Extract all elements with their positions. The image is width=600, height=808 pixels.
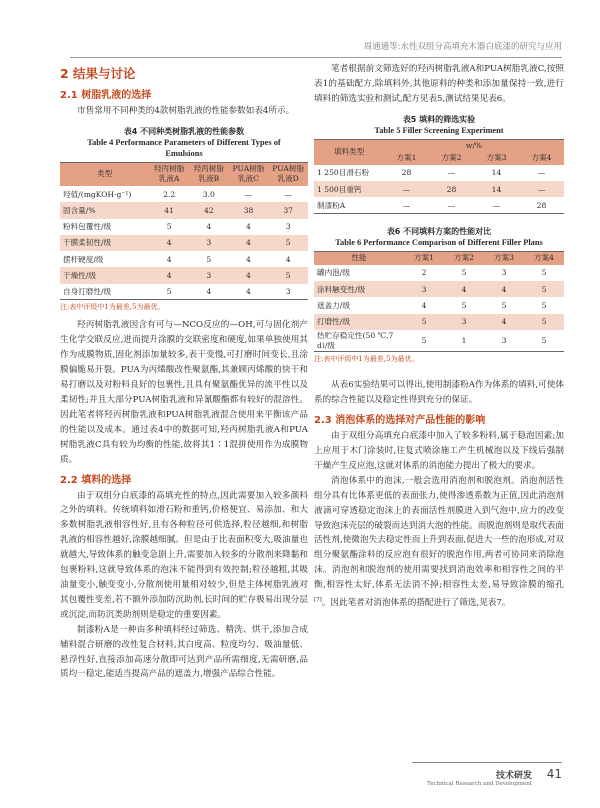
table-cell: 14 bbox=[491, 168, 502, 178]
table-cell: 14 bbox=[474, 181, 519, 197]
table-cell: 5 bbox=[461, 268, 467, 278]
table-cell: — bbox=[244, 189, 253, 199]
table6-caption-en: Table 6 Performance Comparison of Different Filler Plans bbox=[335, 238, 543, 248]
paragraph: 由于双组分高填充白底漆中加入了较多粉料,属于稳泡因素;加上应用于木门涂装时,往复式喷涂施工产生机械泡以及下线后强制干燥产生反应泡,这就对体系的消泡能力提出了极大的要求。 bbox=[314, 431, 564, 471]
paragraph: 制漆粉A是一种由多种填料经过筛选、精洗、烘干,添加合成辅料混合研磨的改性复合材料,其白度高、粒度均匀、吸油量低、悬浮性好,直接添加高速分散即可达到产品所需细度,无需研磨,品质均一稳定,能适当提高产品的遮盖力,增强产品综合性能。 bbox=[60, 624, 308, 680]
table-cell: 5 bbox=[149, 284, 189, 300]
table4 bbox=[60, 162, 308, 301]
table-header: 方案1 bbox=[404, 252, 444, 265]
table-cell: 粉料包覆性/级 bbox=[63, 222, 112, 232]
table-cell: 4 bbox=[229, 235, 269, 251]
table-cell: 4 bbox=[229, 267, 269, 283]
table-cell: 28 bbox=[519, 197, 564, 213]
table-cell: 自身打磨性/级 bbox=[60, 284, 149, 300]
table-cell: 28 bbox=[429, 181, 474, 197]
table-header: 方案4 bbox=[524, 252, 564, 265]
subsection-heading-2-2: 2.2 填料的选择 bbox=[60, 474, 132, 486]
table-row bbox=[314, 297, 564, 313]
table-cell: 3 bbox=[268, 284, 308, 300]
table-cell: 罐内泡/级 bbox=[317, 268, 350, 278]
table-cell: 41 bbox=[149, 202, 189, 218]
left-column bbox=[60, 62, 308, 682]
right-column bbox=[314, 62, 564, 611]
table-cell: 5 bbox=[404, 314, 444, 330]
table-cell: 5 bbox=[541, 300, 547, 310]
running-header: 周通通等:水性双组分高填充木器白底漆的研究与应用 bbox=[363, 42, 562, 52]
table-cell: 4 bbox=[189, 284, 229, 300]
table4-caption-cn: 表4 不同种类树脂乳液的性能参数 bbox=[123, 126, 245, 136]
table-header: 填料类型 bbox=[314, 139, 384, 165]
table-header: 方案2 bbox=[429, 152, 474, 165]
table-cell: 3 bbox=[189, 235, 229, 251]
table-cell: 5 bbox=[404, 330, 444, 352]
table-cell: 4 bbox=[484, 314, 524, 330]
table-cell: 4 bbox=[149, 235, 189, 251]
table-header: PUA树脂乳液D bbox=[268, 162, 308, 186]
paragraph-text: 消泡体系中的泡沫,一般会选用消泡剂和脱泡剂。消泡剂活性组分具有比体系更低的表面张力,使得渗透系数为正值,因此消泡剂液滴可穿透稳定泡沫上的表面活性剂膜进入到气泡中,应力的改变导致泡沫壳层的破裂而达到消大泡的性能。而脱泡剂则是取代表面活性剂,使微泡失去稳定性而上升到表面,促进大一些的泡形成,对双组分聚氨酯涂料的反应泡有很好的脱泡作用,两者可协同来消除泡沫。消泡剂和脱泡剂的使用需要找到消泡效率和相容性之间的平衡,相容性太好,体系无法消不掉;相容性太差,易导致涂膜的缩孔 bbox=[314, 475, 564, 591]
table-row bbox=[314, 330, 564, 352]
table-cell: 3 bbox=[484, 330, 524, 352]
page-number: 41 bbox=[546, 767, 562, 781]
table-cell: 打磨性/级 bbox=[314, 314, 404, 330]
table-cell: 涂料触变性/级 bbox=[314, 281, 404, 297]
subsection-heading-2-3: 2.3 消泡体系的选择对产品性能的影响 bbox=[314, 415, 486, 427]
footer-rule bbox=[412, 762, 562, 763]
table-row bbox=[60, 235, 308, 251]
table5-caption-en: Table 5 Filler Screening Experiment bbox=[374, 125, 504, 135]
table-cell: — bbox=[284, 189, 292, 199]
table-cell: 5 bbox=[524, 330, 564, 352]
table5 bbox=[314, 139, 564, 214]
table-cell: 5 bbox=[166, 222, 172, 232]
citation-ref: [7] bbox=[314, 597, 322, 604]
table-cell: 5 bbox=[268, 235, 308, 251]
table-row bbox=[314, 314, 564, 330]
table-cell: 5 bbox=[541, 268, 547, 278]
table-cell: 4 bbox=[246, 222, 251, 232]
table-header: 羟丙树脂乳液B bbox=[189, 162, 229, 186]
table-cell: 1 500目重钙 bbox=[314, 181, 384, 197]
table-cell: 3 bbox=[189, 267, 229, 283]
table-header: 方案4 bbox=[519, 152, 564, 165]
table-cell: 4 bbox=[285, 254, 291, 264]
table6-caption-cn: 表6 不同填料方案的性能对比 bbox=[386, 227, 492, 237]
table-row bbox=[314, 197, 564, 213]
table-cell: 5 bbox=[501, 300, 507, 310]
table-cell: 4 bbox=[149, 267, 189, 283]
table-header: 类型 bbox=[60, 162, 149, 186]
table-row bbox=[60, 202, 308, 218]
table-cell: 3 bbox=[444, 314, 484, 330]
table-cell: 3.0 bbox=[202, 189, 215, 199]
table-cell: 3 bbox=[501, 268, 507, 278]
table-cell: 4 bbox=[484, 281, 524, 297]
table-cell: 37 bbox=[268, 202, 308, 218]
table-row bbox=[60, 186, 308, 202]
table-cell: 热贮存稳定性(50 ℃,7 d)/级 bbox=[314, 330, 404, 352]
journal-name: 技术研发 bbox=[495, 771, 532, 781]
table-row bbox=[314, 165, 564, 181]
table-cell: 5 bbox=[524, 314, 564, 330]
table-cell: 5 bbox=[524, 281, 564, 297]
table-cell: — bbox=[447, 168, 456, 178]
table-header: 方案3 bbox=[484, 252, 524, 265]
table-header: 方案2 bbox=[444, 252, 484, 265]
table-cell: 1 bbox=[444, 330, 484, 352]
table6-note: 注:表中评级中1为最差,5为最优。 bbox=[314, 355, 419, 364]
table-cell: 2.2 bbox=[163, 189, 176, 199]
table-cell: 4 bbox=[444, 281, 484, 297]
table-cell: 3 bbox=[404, 281, 444, 297]
table-cell: 固含量/% bbox=[60, 202, 149, 218]
table-cell: — bbox=[519, 181, 564, 197]
table-cell: 遮盖力/级 bbox=[317, 300, 350, 310]
table-cell: 38 bbox=[229, 202, 269, 218]
table-cell: 干燥性/级 bbox=[60, 267, 149, 283]
table-cell: — bbox=[384, 181, 429, 197]
table6 bbox=[314, 251, 564, 352]
table-unit-header: w/% bbox=[384, 139, 564, 152]
table-cell: 42 bbox=[189, 202, 229, 218]
table-header: 方案1 bbox=[384, 152, 429, 165]
table-row bbox=[314, 265, 564, 281]
paragraph: 市售常用不同种类的4款树脂乳液的性能参数如表4所示。 bbox=[77, 106, 295, 116]
paragraph bbox=[314, 474, 564, 611]
paragraph: 从表6实验结果可以得出,使用制漆粉A作为体系的填料,可使体系的综合性能以及稳定性得到充分的保证。 bbox=[314, 380, 564, 406]
subsection-heading-2-1: 2.1 树脂乳液的选择 bbox=[60, 90, 152, 101]
table-cell: 28 bbox=[401, 168, 412, 178]
table-cell: 3 bbox=[285, 222, 291, 232]
table-cell: 干膜柔韧性/级 bbox=[60, 235, 149, 251]
table-cell: 5 bbox=[461, 300, 467, 310]
table5-caption-cn: 表5 填料的筛选实验 bbox=[402, 114, 476, 124]
table-cell: 羟值/(mgKOH·g⁻¹) bbox=[63, 189, 132, 199]
paragraph: 笔者根据前文筛选好的羟丙树脂乳液A和PUA树脂乳液C,按照表1的基础配方,除填料外,其他原料的种类和添加量保持一致,进行填料的筛选实验和测试,配方见表5,测试结果见表6。 bbox=[314, 64, 564, 104]
paragraph-text: 。因此笔者对消泡体系的搭配进行了筛选,见表7。 bbox=[321, 597, 511, 608]
table-cell: — bbox=[384, 197, 429, 213]
table-cell: 1 250目滑石粉 bbox=[317, 168, 370, 178]
table-header: 羟丙树脂乳液A bbox=[149, 162, 189, 186]
table-cell: 5 bbox=[206, 254, 212, 264]
table-cell: 2 bbox=[421, 268, 427, 278]
table-cell: 4 bbox=[246, 254, 251, 264]
table-row bbox=[314, 181, 564, 197]
table-cell: 4 bbox=[229, 284, 269, 300]
table-cell: 制漆粉A bbox=[314, 197, 384, 213]
page-footer bbox=[412, 762, 562, 792]
table-row bbox=[60, 284, 308, 300]
table-row bbox=[60, 267, 308, 283]
table-row bbox=[60, 219, 308, 235]
table-header: 性能 bbox=[314, 252, 404, 265]
table-cell: 4 bbox=[206, 222, 212, 232]
table4-caption-en: Table 4 Performance Parameters of Different Types of Emulsions bbox=[87, 137, 281, 158]
table-cell: — bbox=[474, 197, 519, 213]
table-row bbox=[314, 281, 564, 297]
table-header: PUA树脂乳液C bbox=[229, 162, 269, 186]
paragraph: 由于双组分白底漆的高填充性的特点,因此需要加入较多颜料之外的填料。传统填料如滑石粉和重钙,价格便宜、易添加、和大多数树脂乳液相容性好,且有各种粒径可供选择,粒径越细,和树脂乳液的相容性越好,涂膜越细腻。但是由于比表面积变大,吸油量也就越大,导致体系的触变急剧上升,需要加入较多的分散剂来降黏和包裹粉料,这就导致体系的泡沫不能得到有效控制;粒径越粗,其吸油量变小,触变变小,分散剂使用量相对较少,但是主体树脂乳液对其包覆性变差,若不额外添加防沉助剂,长时间的贮存极易出现分层或沉淀,而防沉类助剂则是稳定的重要因素。 bbox=[60, 490, 308, 620]
journal-name-en: Technical Research and Development bbox=[427, 781, 532, 787]
table4-note: 注:表中评级中1为最差,5为最优。 bbox=[60, 303, 165, 312]
table-header: 方案3 bbox=[474, 152, 519, 165]
table-cell: 5 bbox=[268, 267, 308, 283]
section-heading: 2 结果与讨论 bbox=[60, 66, 136, 81]
table-cell: — bbox=[537, 168, 546, 178]
table-cell: 4 bbox=[421, 300, 427, 310]
table-cell: 4 bbox=[166, 254, 172, 264]
table-cell: 摆杆硬度/级 bbox=[63, 254, 104, 264]
table-cell: — bbox=[429, 197, 474, 213]
paragraph: 羟丙树脂乳液因含有可与—NCO反应的—OH,可与固化剂产生化学交联反应,进而提升涂膜的交联密度和硬度,如果单独使用其作为成膜物质,固化剂添加量较多,表干变慢,可打磨时间变长,且涂膜偏脆易开裂。PUA为丙烯酸改性聚氨酯,其兼顾丙烯酸的快干和易打磨以及对粉料良好的包裹性,且具有聚氨酯优异的流平性以及柔韧性;并且大部分PUA树脂乳液和异氰酸酯都有较好的混溶性。因此笔者将羟丙树脂乳液和PUA树脂乳液混合使用来平衡该产品的性能以及成本。通过表4中的数据可知,羟丙树脂乳液A和PUA树脂乳液C具有较为均衡的性能,故将其1∶1混拼使用作为成膜物质。 bbox=[60, 320, 308, 465]
page-header bbox=[70, 36, 562, 58]
table-row bbox=[60, 251, 308, 267]
